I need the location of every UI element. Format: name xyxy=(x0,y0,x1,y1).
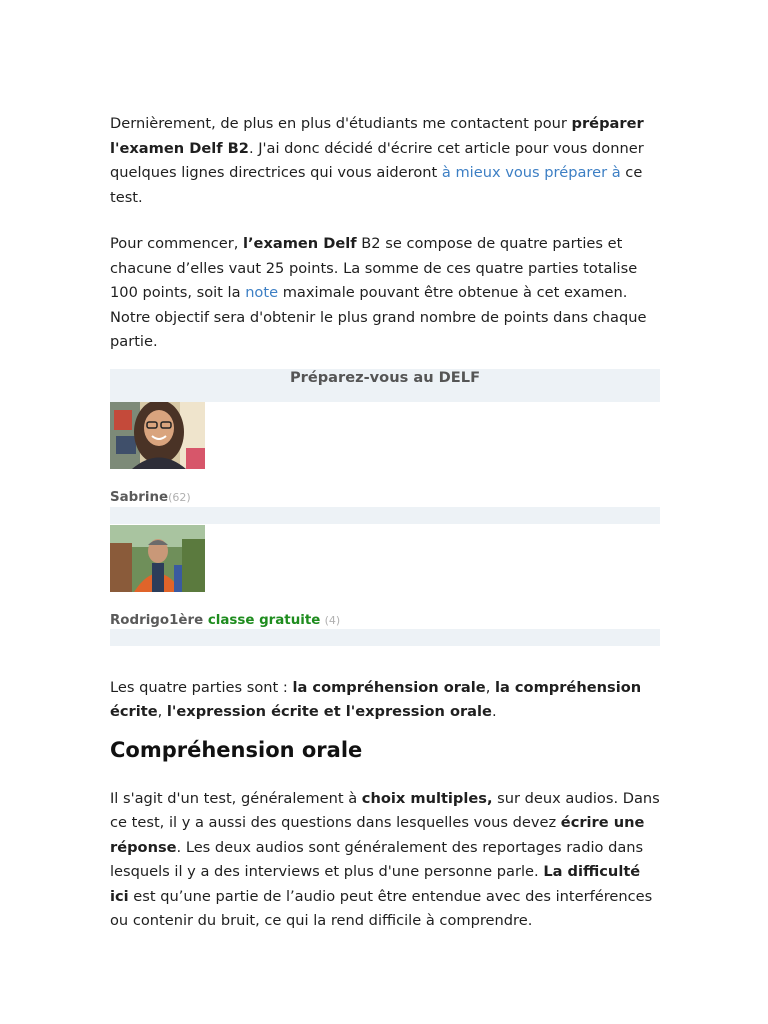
para3-bold-oral-comprehension: la compréhension orale xyxy=(292,678,486,696)
four-parts-paragraph xyxy=(110,676,660,725)
para3-bold-expression: l'expression écrite et l'expression orale xyxy=(166,703,492,720)
tutor-avatar-sabrine[interactable] xyxy=(110,402,205,469)
section1-text-2: sur deux audios. Dans ce test, il y a aussi des questions dans lesquelles vous devez xyxy=(110,789,660,831)
para2-text-3: maximale pouvant être obtenue à cet examen. Notre objectif sera d'obtenir le plus grand nombre de points dans chaque partie. xyxy=(110,284,647,350)
para2-text-2: B2 se compose de quatre parties et chacune d’elles vaut 25 points. La somme de ces quatre parties totalise 100 points, soit la xyxy=(110,235,638,301)
tutor-prefix-rodrigo: 1ère xyxy=(169,612,208,628)
tutor-line-rodrigo xyxy=(110,611,660,631)
section1-bold-difficulty: La difficulté ici xyxy=(110,863,641,905)
para2-bold-exam: l’examen Delf xyxy=(243,235,357,252)
tutor-photo-sabrine xyxy=(110,402,205,469)
para3-bold-written-comprehension: la compréhension écrite xyxy=(110,678,642,720)
intro-text-3: ce test. xyxy=(110,164,643,206)
note-link[interactable]: note xyxy=(245,284,279,301)
intro-text-2: . J'ai donc décidé d'écrire cet article pour vous donner quelques lignes directrices qui vous aideront xyxy=(110,139,644,181)
tutor-avatar-rodrigo[interactable] xyxy=(110,525,205,592)
widget-title: Préparez-vous au DELF xyxy=(110,369,660,402)
intro-text-1: Dernièrement, de plus en plus d'étudiants me contactent pour xyxy=(110,115,572,132)
section1-text-3: . Les deux audios sont généralement des reportages radio dans lesquels il y a des interviews et plus d'une personne parle. xyxy=(110,838,644,880)
para3-text-4: . xyxy=(491,703,497,720)
section-heading-oral-comprehension: Compréhension orale xyxy=(110,737,363,762)
tutor-review-count-sabrine: (62) xyxy=(168,490,191,504)
tutor-photo-rodrigo xyxy=(110,525,205,592)
oral-comprehension-paragraph xyxy=(110,787,660,934)
article-body xyxy=(110,112,660,934)
section1-bold-write-answer: écrire une réponse xyxy=(110,814,645,856)
para3-text-2: , xyxy=(485,678,495,696)
prepare-link[interactable]: à mieux vous préparer à xyxy=(441,164,621,181)
tutor-separator xyxy=(110,507,660,524)
exam-structure-paragraph xyxy=(110,232,660,355)
tutor-line-sabrine xyxy=(110,488,660,508)
tutor-name-sabrine[interactable]: Sabrine xyxy=(110,489,169,505)
section1-bold-multiple-choice: choix multiples, xyxy=(361,789,493,807)
section1-text-1: Il s'agit d'un test, généralement à xyxy=(110,789,362,807)
para3-text-3: , xyxy=(157,703,167,720)
tutor-name-rodrigo[interactable]: Rodrigo xyxy=(110,612,170,628)
section1-text-4: est qu’une partie de l’audio peut être entendue avec des interférences ou contenir du bruit, ce qui la rend difficile à comprendre. xyxy=(110,887,653,929)
intro-bold-exam: préparer l'examen Delf B2 xyxy=(110,115,644,157)
tutor-review-count-rodrigo: (4) xyxy=(324,613,341,627)
para2-text-1: Pour commencer, xyxy=(110,235,243,252)
intro-paragraph xyxy=(110,112,660,210)
tutor-widget xyxy=(110,369,660,646)
widget-footer-bar xyxy=(110,629,660,646)
para3-text-1: Les quatre parties sont : xyxy=(110,678,293,696)
free-class-badge[interactable]: classe gratuite xyxy=(207,612,321,628)
